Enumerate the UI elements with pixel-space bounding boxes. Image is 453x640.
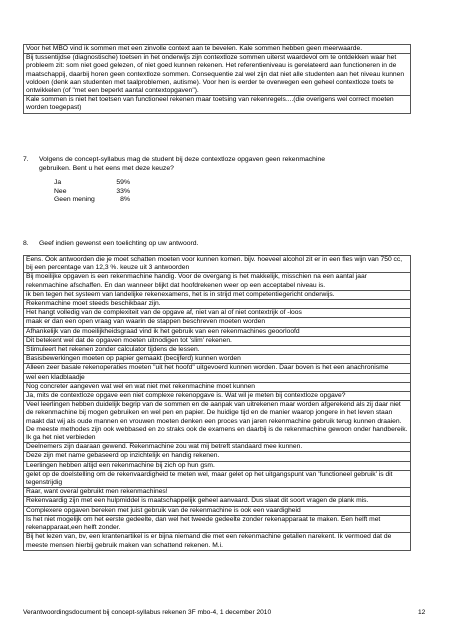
question-7-text-line1: Volgens de concept-syllabus mag de student bij deze contextloze opgaven geen rekenmachine (39, 156, 326, 163)
answer-row: Is het niet mogelijk om het eerste gedeelte, dan wel het tweede gedeelte zonder rekenapparaat te maken. Een helft met rekenapparaat,een helft zonder. (24, 516, 410, 533)
answer-row: Ja, mits de contextloze opgave een niet complexe rekenopgave is. Wat wil je meten bij contextloze opgave? (24, 392, 410, 401)
answer-row: Eens. Ook antwoorden die je moet schatten moeten voor kunnen komen. bijv. hoeveel alcohol zit er in een fles wijn van 750 cc, bij een percentage van 12,3 %. keuze uit 3 antwoorden (24, 256, 410, 273)
answer-row: Complexere opgaven bereken met juist gebruik van de rekenmachine is ook een vaardigheid (24, 507, 410, 516)
result-no-opinion (54, 196, 130, 205)
answer-row: Het hangt volledig van de complexiteit van de opgave af, niet van al of niet contextrijk of -loos (24, 309, 410, 318)
answer-row: ik ben tegen het systeem van landelijke rekenexamens, het is in strijd met competentiegericht onderwijs. (24, 291, 410, 300)
question-7-number: 7. (23, 156, 29, 163)
question-8-number: 8. (23, 240, 29, 247)
question-7-text-line2: gebruiken. Bent u het eens met deze keuze? (39, 164, 174, 172)
result-label: Geen mening (54, 196, 95, 204)
answer-row: Afhankelijk van de moeilijkheidsgraad vind ik het gebruik van een rekenmachines geoorloofd (24, 328, 410, 337)
answer-row: Veel leerlingen hebben duidelijk begrip van de sommen en de aanpak van uitrekenen maar worden afgerekend als zij daar niet de rekenmachine bij mogen gebruiken en wel pen en papier. De huidige tijd en de manier waarop jongere in het leven staan maakt dat wij als oude mannen en vrouwen moeten denken een proces van jaren rekenmachine gebruik terug kunnen draaien. De meeste methodes zijn ook webbased en zo straks ook de examens en daarbij is de rekenmachine gewoon onder handbereik. Ik ga het niet verbieden (24, 401, 410, 443)
answer-row: Bij het lezen van, bv, een krantenartikel is er bijna niemand die met een rekenmachine getallen narekent. Ik vermoed dat de meeste mensen hierbij gebruik maken van schattend rekenen. M.i. (24, 533, 410, 550)
answer-row: Voor het MBO vind ik sommen met een zinvolle context aan te bevelen. Kale sommen hebben geen meerwaarde. (24, 45, 410, 54)
answer-row: Leerlingen hebben altijd een rekenmachine bij zich op hun gsm. (24, 462, 410, 471)
answer-box-q6 (23, 44, 411, 114)
answer-row: wel een kladblaadje (24, 374, 410, 383)
result-value: 8% (120, 196, 130, 204)
answer-row: maak er dan een open vraag van waarin de stappen beschreven moeten worden (24, 318, 410, 327)
page-footer: Verantwoordingsdocument bij concept-syllabus rekenen 3F mbo-4, 1 december 2010 (23, 609, 272, 616)
result-no (54, 188, 130, 197)
answer-row: Rekenmachine moet steeds beschikbaar zijn. (24, 300, 410, 309)
answer-row: Nog concreter aangeven wat wel en wat niet met rekenmachine moet kunnen (24, 383, 410, 392)
result-value: 59% (116, 179, 130, 186)
answer-row: Bij tussentijdse (diagnostische) toetsen in het onderwijs zijn contextloze sommen uiterst waardevol om te ontdekken waar het probleem zit: som niet goed gelezen, of niet goed kunnen rekenen. Het referentieniveau is gerelateerd aan functioneren in de maatschappij, daarbij horen geen contextloze sommen. Consequentie zal wel zijn dat niet alle studenten aan het niveau kunnen voldoen (denk aan studenten met taalproblemen, autisme). Voor hen is eerder te overwegen een geheel contextloze toets te ontwikkelen (of "met een beperkt aantal contextopgaven"). (24, 54, 410, 96)
result-label: Nee (54, 187, 67, 195)
answer-row: Stimuleert het rekenen zonder calculator tijdens de lessen. (24, 346, 410, 355)
question-7-results (54, 179, 130, 205)
answer-row: Raar, want overal gebruikt men rekenmachines! (24, 488, 410, 497)
question-8-text: Geef indien gewenst een toelichting op uw antwoord. (39, 240, 199, 247)
result-label: Ja (54, 179, 62, 186)
answer-row: Dit betekent wel dat de opgaven moeten uitnodigen tot 'slim' rekenen. (24, 337, 410, 346)
answer-row: Deze zijn met name gebaseerd op inzichtelijk en handig rekenen. (24, 452, 410, 461)
answer-row: gelet op de doelstelling om de rekenvaardigheid te meten wel, maar gelet op het uitgangspunt van 'functioneel gebruik' is dit tegenstrijdig (24, 471, 410, 488)
answer-row: Basisbewerkingen moeten op papier gemaakt (becijferd) kunnen worden (24, 355, 410, 364)
answer-row: Kale sommen is niet het toetsen van functioneel rekenen maar toetsing van rekenregels....(die overigens wel correct moeten worden toegepast) (24, 96, 410, 113)
question-8 (23, 240, 198, 249)
answer-row: Bij moeilijke opgaven is een rekenmachine handig. Voor de overgang is het makkelijk, misschien na een aantal jaar rekenmachine afschaffen. En dan wanneer blijkt dat hoofdrekenen weer op een acceptabel niveau is. (24, 273, 410, 290)
answer-row: Rekenvaardig zijn met een hulpmiddel is maatschappelijk geheel aanvaard. Dus slaat dit soort vragen de plank mis. (24, 497, 410, 506)
result-yes (54, 179, 130, 188)
answer-box-q8 (23, 255, 411, 551)
page-number: 12 (418, 609, 426, 616)
answer-row: Alleen zeer basale rekenoperaties moeten "uit het hoofd" uitgevoerd kunnen worden. Daar boven is het een anachronisme (24, 364, 410, 373)
result-value: 33% (116, 187, 130, 195)
answer-row: Deelnemers zijn daaraan gewend. Rekenmachine zou wat mij betreft standaard mee kunnen. (24, 443, 410, 452)
question-7 (23, 156, 423, 173)
